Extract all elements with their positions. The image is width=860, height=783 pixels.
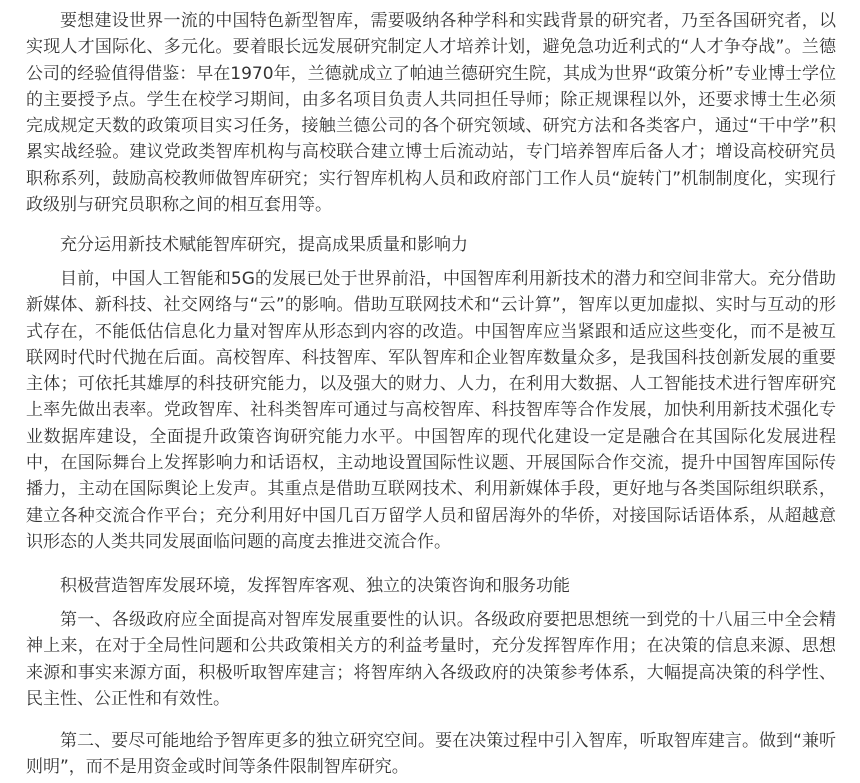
- paragraph-talent-training: 要想建设世界一流的中国特色新型智库，需要吸纳各种学科和实践背景的研究者，乃至各国研究者，以实现人才国际化、多元化。要着眼长远发展研究制定人才培养计划，避免急功近利式的“人才争夺战”。兰德公司的经验值得借鉴：早在1970年，兰德就成立了帕迪兰德研究生院，其成为世界“政策分析”专业博士学位的主要授予点。学生在校学习期间，由多名项目负责人共同担任导师；除正规课程以外，还要求博士生必须完成规定天数的政策项目实习任务，接触兰德公司的各个研究领域、研究方法和各类客户，通过“干中学”积累实战经验。建议党政类智库机构与高校联合建立博士后流动站，专门培养智库后备人才；增设高校研究员职称系列，鼓励高校教师做智库研究；实行智库机构人员和政府部门工作人员“旋转门”机制制度化，实现行政级别与研究员职称之间的相互套用等。: [26, 11, 836, 216]
- section-heading-environment: 积极营造智库发展环境，发挥智库客观、独立的决策咨询和服务功能: [60, 576, 570, 596]
- paragraph-new-technology: 目前，中国人工智能和5G的发展已处于世界前沿，中国智库利用新技术的潜力和空间非常大。充分借助新媒体、新科技、社交网络与“云”的影响。借助互联网技术和“云计算”，智库以更加虚拟、实时与互动的形式存在，不能低估信息化力量对智库从形态到内容的改造。中国智库应当紧跟和适应这些变化，而不是被互联网时代时代抛在后面。高校智库、科技智库、军队智库和企业智库数量众多，是我国科技创新发展的重要主体；可依托其雄厚的科技研究能力，以及强大的财力、人力，在利用大数据、人工智能技术进行智库研究上率先做出表率。党政智库、社科类智库可通过与高校智库、科技智库等合作发展，加快利用新技术强化专业数据库建设，全面提升政策咨询研究能力水平。中国智库的现代化建设一定是融合在其国际化发展进程中，在国际舞台上发挥影响力和话语权，主动地设置国际性议题、开展国际合作交流，提升中国智库国际传播力，主动在国际舆论上发声。其重点是借助互联网技术、利用新媒体手段，更好地与各类国际组织联系，建立各种交流合作平台；充分利用好中国几百万留学人员和留居海外的华侨，对接国际话语体系，从超越意识形态的人类共同发展面临问题的高度去推进交流合作。: [26, 269, 836, 552]
- paragraph-independent-research: 第二、要尽可能地给予智库更多的独立研究空间。要在决策过程中引入智库，听取智库建言。做到“兼听则明”，而不是用资金或时间等条件限制智库研究。: [26, 731, 836, 778]
- paragraph-government-awareness: 第一、各级政府应全面提高对智库发展重要性的认识。各级政府要把思想统一到党的十八届三中全会精神上来，在对于全局性问题和公共政策相关方的利益考量时，充分发挥智库作用；在决策的信息来源、思想来源和事实来源方面，积极听取智库建言；将智库纳入各级政府的决策参考体系，大幅提高决策的科学性、民主性、公正性和有效性。: [26, 610, 836, 709]
- section-heading-new-technology: 充分运用新技术赋能智库研究，提高成果质量和影响力: [60, 235, 468, 255]
